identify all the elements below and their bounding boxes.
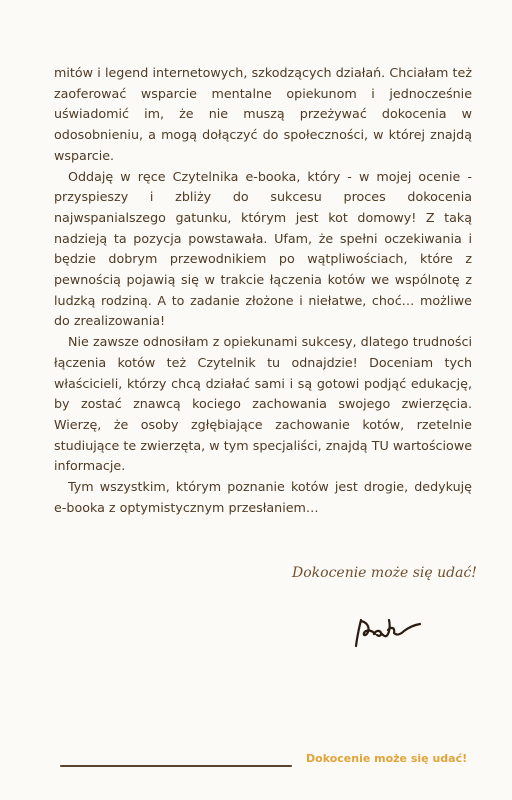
footer-slogan: Dokocenie może się udać! xyxy=(306,752,468,765)
paragraph-3: Nie zawsze odnosiłam z opiekunami sukcesy, dlatego trudności łączenia kotów też Czytelnik tu odnajdzie! Doceniam tych właścicieli, którzy chcą działać sami i są gotowi podjąć edukację, by zostać znawcą kociego zachowania swojego zwierzęcia. Wierzę, że osoby zgłębiające zachowanie kotów, rzetelnie studiujące te zwierzęta, w tym specjaliści, znajdą TU wartościowe informacje. xyxy=(54,334,472,474)
body-text xyxy=(54,63,472,518)
footer-divider xyxy=(60,765,292,767)
paragraph-4: Tym wszystkim, którym poznanie kotów jest drogie, dedykuję e-booka z optymistycznym przesłaniem… xyxy=(54,479,472,515)
paragraph-1: mitów i legend internetowych, szkodzących działań. Chciałam też zaoferować wsparcie mentalne opiekunom i jednocześnie uświadomić im, że nie muszą przeżywać dokocenia w odosobnieniu, a mogą dołączyć do społeczności, w której znajdą wsparcie. xyxy=(54,65,472,163)
handwritten-tagline: Dokocenie może się udać! xyxy=(292,565,477,581)
paragraph-2: Oddaję w ręce Czytelnika e-booka, który - w mojej ocenie - przyspieszy i zbliży do sukcesu proces dokocenia najwspanialszego gatunku, którym jest kot domowy! Z taką nadzieją ta pozycja powstawała. Ufam, że spełni oczekiwania i będzie dobrym przewodnikiem po wątpliwościach, które z pewnością pojawią się w trakcie łączenia kotów we wspólnotę z ludzką rodziną. A to zadanie złożone i niełatwe, choć… możliwe do zrealizowania! xyxy=(54,168,472,329)
signature-image xyxy=(348,612,424,652)
